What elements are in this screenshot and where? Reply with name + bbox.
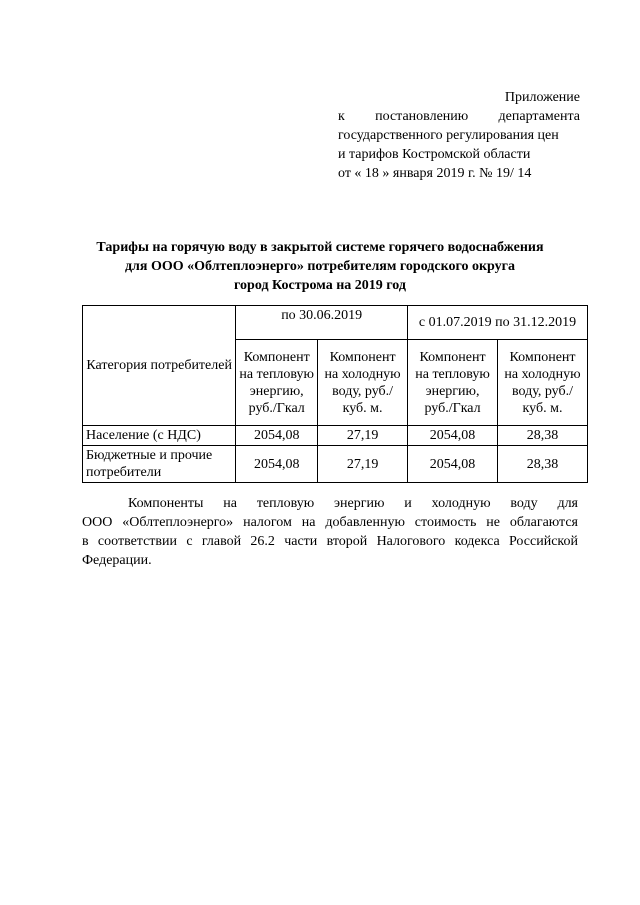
note-line: в соответствии с главой 26.2 части второй Налогового кодекса Российской <box>82 534 578 549</box>
title-line: для ООО «Облтеплоэнерго» потребителям городского округа <box>124 259 516 274</box>
component-header: Компонент на тепловую энергию, руб./Гкал <box>236 340 318 426</box>
period-header: с 01.07.2019 по 31.12.2019 <box>408 306 588 340</box>
row-value: 27,19 <box>318 446 408 483</box>
note-line: ООО «Облтеплоэнерго» налогом на добавленную стоимость не облагаются <box>82 515 578 530</box>
period-header: по 30.06.2019 <box>236 306 408 340</box>
tax-note <box>82 494 578 570</box>
row-value: 27,19 <box>318 426 408 446</box>
note-line: Компоненты на тепловую энергию и холодную воду для <box>128 496 578 511</box>
title-line: Тарифы на горячую воду в закрытой системе горячего водоснабжения <box>96 240 544 255</box>
component-header: Компонент на тепловую энергию, руб./Гкал <box>408 340 498 426</box>
appendix-line: государственного регулирования цен <box>338 128 559 143</box>
appendix-line: и тарифов Костромской области <box>338 147 531 162</box>
component-header: Компонент на холодную воду, руб./куб. м. <box>498 340 588 426</box>
appendix-line: к постановлению департамента <box>338 109 580 124</box>
table-row <box>83 446 588 483</box>
row-category: Бюджетные и прочие потребители <box>83 446 236 483</box>
row-value: 28,38 <box>498 446 588 483</box>
appendix-line: Приложение <box>504 90 580 105</box>
table-row <box>83 426 588 446</box>
tariff-table <box>82 305 588 483</box>
row-category: Население (с НДС) <box>83 426 236 446</box>
row-value: 2054,08 <box>408 446 498 483</box>
note-line: Федерации. <box>82 553 152 568</box>
document-title <box>70 238 570 295</box>
component-header: Компонент на холодную воду, руб./куб. м. <box>318 340 408 426</box>
row-value: 2054,08 <box>236 446 318 483</box>
title-line: город Кострома на 2019 год <box>234 278 406 293</box>
row-value: 2054,08 <box>236 426 318 446</box>
appendix-header <box>338 88 580 183</box>
category-header: Категория потребителей <box>83 306 236 426</box>
row-value: 28,38 <box>498 426 588 446</box>
appendix-line: от « 18 » января 2019 г. № 19/ 14 <box>338 166 532 181</box>
row-value: 2054,08 <box>408 426 498 446</box>
